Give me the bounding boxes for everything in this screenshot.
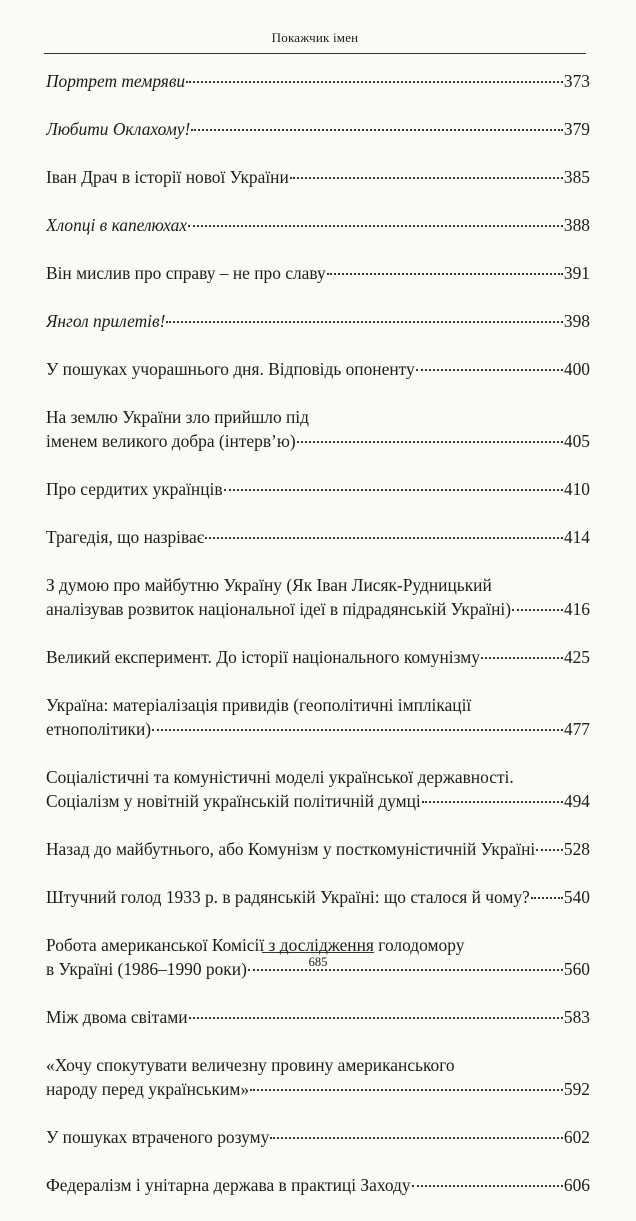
toc-entry (46, 261, 590, 309)
toc-entry-leader-row (46, 885, 590, 909)
toc-entry-leader-row (46, 165, 590, 189)
toc-entry-title-line: Трагедія, що назріває (46, 527, 205, 547)
toc-entry-leader-row (46, 789, 590, 813)
toc-entry-title-line: в Україні (1986–1990 роки) (46, 959, 247, 979)
toc-entry (46, 885, 590, 933)
toc-entry (46, 69, 590, 117)
toc-entry (46, 1053, 590, 1125)
dot-leader (327, 273, 563, 275)
dot-leader (290, 177, 563, 179)
dot-leader (416, 369, 563, 371)
toc-entry (46, 573, 590, 645)
toc-entry-title-line: На землю України зло прийшло під (46, 407, 309, 427)
running-header: Покажчик імен (44, 30, 586, 54)
toc-entry-leader-row (46, 117, 590, 141)
table-of-contents (46, 69, 590, 1221)
toc-entry (46, 525, 590, 573)
toc-entry-title-line: З думою про майбутню Україну (Як Іван Лисяк-Рудницький (46, 575, 492, 595)
toc-entry-page-number: 410 (563, 479, 590, 499)
toc-entry-page-number: 414 (563, 527, 590, 547)
toc-entry-leader-row (46, 1077, 590, 1101)
dot-leader (205, 537, 563, 539)
dot-leader (422, 801, 563, 803)
toc-entry (46, 1005, 590, 1053)
toc-entry-page-number: 391 (563, 263, 590, 283)
toc-entry-leader-row (46, 1173, 590, 1197)
toc-entry-leader-row (46, 525, 590, 549)
dot-leader (224, 489, 563, 491)
toc-entry-title-line: Великий експеримент. До історії національного комунізму (46, 647, 480, 667)
toc-entry-title-line: Про сердитих українців (46, 479, 223, 499)
toc-entry-page-number: 416 (563, 599, 590, 619)
toc-entry-leader-row (46, 69, 590, 93)
dot-leader (297, 441, 563, 443)
toc-entry-page-number: 425 (563, 647, 590, 667)
toc-entry-title-line: Янгол прилетів! (46, 311, 166, 331)
toc-entry-title-line: Між двома світами (46, 1007, 188, 1027)
toc-entry-title-line: іменем великого добра (інтерв’ю) (46, 431, 296, 451)
toc-entry (46, 765, 590, 837)
dot-leader (189, 1017, 563, 1019)
toc-entry-title-line: Соціалізм у новітній українській політичній думці (46, 791, 421, 811)
toc-entry-leader-row (46, 261, 590, 285)
toc-entry (46, 213, 590, 261)
toc-entry-title-line: Назад до майбутнього, або Комунізм у посткомуністичній Україні (46, 839, 536, 859)
toc-entry (46, 357, 590, 405)
toc-entry-leader-row (46, 429, 590, 453)
toc-entry (46, 645, 590, 693)
toc-entry-page-number: 540 (563, 887, 590, 907)
dot-leader (531, 897, 563, 899)
toc-entry (46, 1125, 590, 1173)
toc-entry-page-number: 494 (563, 791, 590, 811)
toc-entry (46, 309, 590, 357)
toc-entry-leader-row (46, 1125, 590, 1149)
toc-entry-title-line: Штучний голод 1933 р. в радянській Україні: що сталося й чому? (46, 887, 530, 907)
toc-entry-title-line: Іван Драч в історії нової України (46, 167, 289, 187)
toc-entry-page-number: 583 (563, 1007, 590, 1027)
dot-leader (186, 81, 563, 83)
toc-entry-title-line: Робота американської Комісії з дослідження голодомору (46, 935, 465, 955)
toc-entry-title-line: У пошуках учорашнього дня. Відповідь опоненту (46, 359, 415, 379)
toc-entry (46, 1173, 590, 1221)
dot-leader (191, 129, 563, 131)
toc-entry (46, 117, 590, 165)
toc-entry-title-line: Федералізм і унітарна держава в практиці Заходу (46, 1175, 411, 1195)
toc-entry (46, 477, 590, 525)
dot-leader (188, 225, 563, 227)
toc-entry-page-number: 373 (563, 71, 590, 91)
toc-entry-leader-row (46, 1005, 590, 1029)
toc-entry-leader-row (46, 357, 590, 381)
toc-entry-page-number: 560 (563, 959, 590, 979)
toc-entry-page-number: 606 (563, 1175, 590, 1195)
toc-entry-leader-row (46, 309, 590, 333)
toc-entry-page-number: 405 (563, 431, 590, 451)
toc-entry-title-line: У пошуках втраченого розуму (46, 1127, 270, 1147)
dot-leader (481, 657, 563, 659)
toc-entry-title-line: Хлопці в капелюхах (46, 215, 188, 235)
dot-leader (512, 609, 563, 611)
toc-entry-page-number: 477 (563, 719, 590, 739)
dot-leader (152, 729, 563, 731)
toc-entry-page-number: 379 (563, 119, 590, 139)
toc-entry (46, 837, 590, 885)
dot-leader (166, 321, 563, 323)
toc-entry-title-line: Він мислив про справу – не про славу (46, 263, 326, 283)
toc-entry-leader-row (46, 645, 590, 669)
toc-entry-leader-row (46, 597, 590, 621)
toc-entry-leader-row (46, 213, 590, 237)
toc-entry-page-number: 602 (563, 1127, 590, 1147)
toc-entry-leader-row (46, 717, 590, 741)
toc-entry-page-number: 385 (563, 167, 590, 187)
toc-entry-page-number: 528 (563, 839, 590, 859)
toc-entry-page-number: 398 (563, 311, 590, 331)
toc-entry-title-line: Соціалістичні та комуністичні моделі української державності. (46, 767, 514, 787)
toc-entry-page-number: 592 (563, 1079, 590, 1099)
toc-entry (46, 693, 590, 765)
dot-leader (250, 1089, 563, 1091)
toc-entry-leader-row (46, 837, 590, 861)
dot-leader (536, 849, 563, 851)
toc-entry-title-line: аналізував розвиток національної ідеї в підрадянській Україні) (46, 599, 512, 619)
toc-entry-title-line: народу перед українським» (46, 1079, 250, 1099)
dot-leader (270, 1137, 563, 1139)
toc-entry-title-line: Любити Оклахому! (46, 119, 191, 139)
toc-entry-title-line: «Хочу спокутувати величезну провину американського (46, 1055, 455, 1075)
toc-entry-title-line: Портрет темряви (46, 71, 186, 91)
toc-entry (46, 405, 590, 477)
toc-entry-page-number: 388 (563, 215, 590, 235)
toc-entry-title-line: Україна: матеріалізація привидів (геополітичні імплікації (46, 695, 472, 715)
toc-entry-title-line: етнополітики) (46, 719, 152, 739)
page-number: 685 (262, 952, 374, 970)
toc-entry (46, 165, 590, 213)
toc-entry-page-number: 400 (563, 359, 590, 379)
dot-leader (412, 1185, 563, 1187)
toc-entry-leader-row (46, 477, 590, 501)
